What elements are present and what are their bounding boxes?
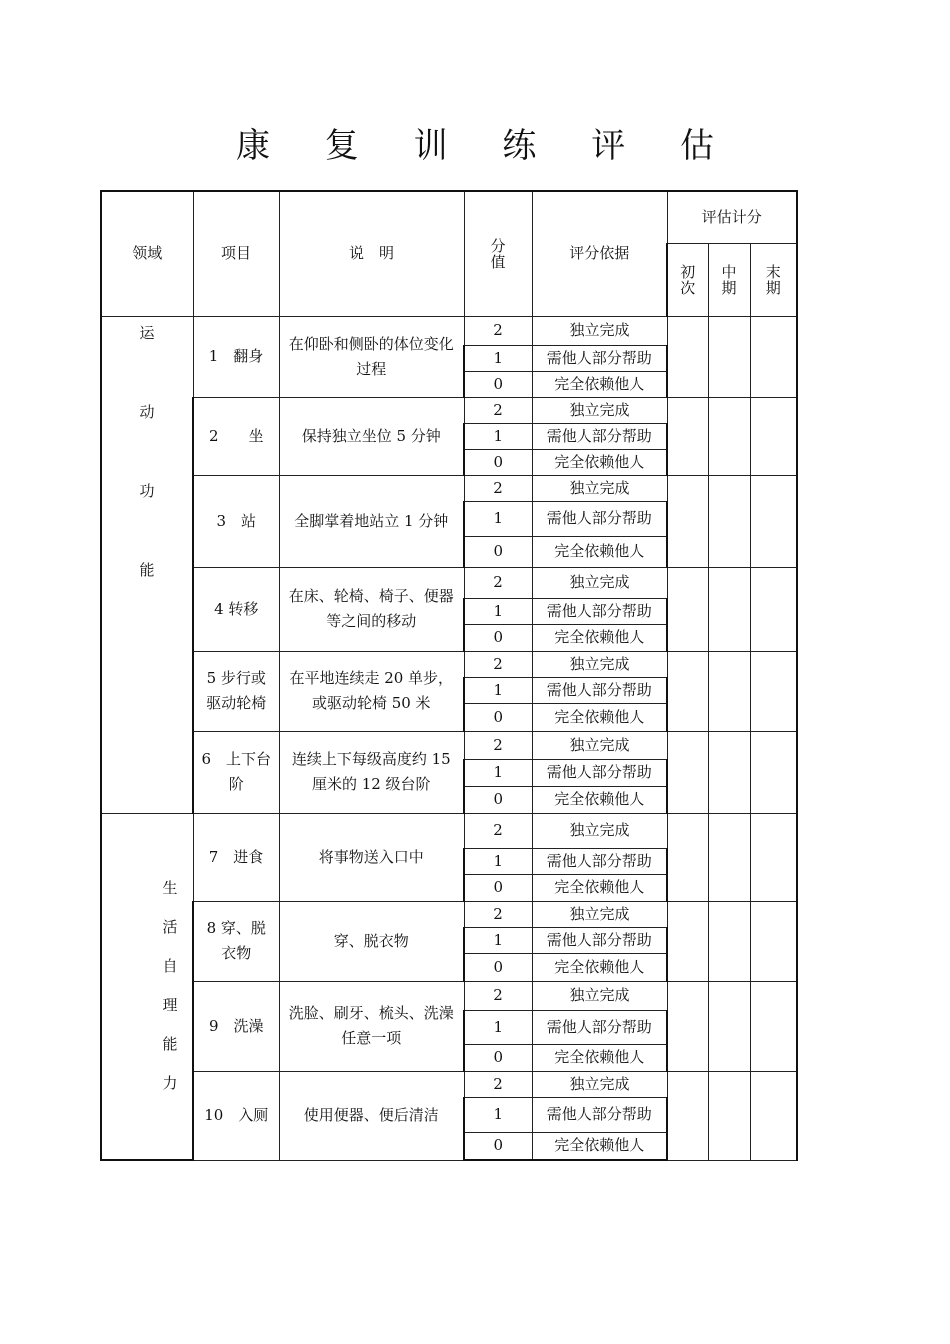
score-middle-cell[interactable]	[708, 316, 750, 397]
score-middle-cell[interactable]	[708, 475, 750, 567]
table-row	[101, 651, 797, 677]
score-value: 2	[464, 397, 532, 423]
criteria-text: 需他人部分帮助	[532, 677, 667, 703]
domain-char: 能	[162, 1035, 178, 1054]
score-value: 1	[464, 677, 532, 703]
item-description: 洗脸、刷牙、梳头、洗澡任意一项	[279, 981, 464, 1071]
header-final: 末 期	[750, 243, 797, 316]
table-row	[101, 1071, 797, 1097]
criteria-text: 需他人部分帮助	[532, 1097, 667, 1132]
item-description: 保持独立坐位 5 分钟	[279, 397, 464, 475]
criteria-text: 完全依赖他人	[532, 536, 667, 567]
score-initial-cell[interactable]	[667, 1071, 708, 1160]
score-value: 2	[464, 567, 532, 598]
criteria-text: 需他人部分帮助	[532, 927, 667, 953]
item-name: 1 翻身	[193, 316, 279, 397]
score-final-cell[interactable]	[750, 731, 797, 813]
score-initial-cell[interactable]	[667, 901, 708, 981]
score-value: 2	[464, 901, 532, 927]
domain-char: 力	[162, 1074, 178, 1093]
criteria-text: 需他人部分帮助	[532, 501, 667, 536]
score-final-cell[interactable]	[750, 397, 797, 475]
criteria-text: 需他人部分帮助	[532, 345, 667, 371]
criteria-text: 需他人部分帮助	[532, 1010, 667, 1044]
criteria-text: 完全依赖他人	[532, 449, 667, 475]
criteria-text: 需他人部分帮助	[532, 759, 667, 786]
score-value: 0	[464, 1132, 532, 1160]
table-row	[101, 316, 797, 345]
item-description: 在床、轮椅、椅子、便器等之间的移动	[279, 567, 464, 651]
criteria-text: 完全依赖他人	[532, 786, 667, 813]
score-initial-cell[interactable]	[667, 651, 708, 731]
criteria-text: 完全依赖他人	[532, 624, 667, 651]
table-row	[101, 397, 797, 423]
criteria-text: 独立完成	[532, 1071, 667, 1097]
score-value: 1	[464, 501, 532, 536]
item-name: 5 步行或驱动轮椅	[193, 651, 279, 731]
score-value: 0	[464, 953, 532, 981]
score-initial-cell[interactable]	[667, 981, 708, 1071]
domain-char: 自	[162, 957, 178, 976]
item-description: 在仰卧和侧卧的体位变化过程	[279, 316, 464, 397]
score-value: 2	[464, 475, 532, 501]
score-middle-cell[interactable]	[708, 567, 750, 651]
score-value: 0	[464, 624, 532, 651]
score-value: 1	[464, 848, 532, 874]
page-title: 康 复 训 练 评 估	[235, 126, 737, 166]
score-value: 0	[464, 874, 532, 901]
score-initial-cell[interactable]	[667, 567, 708, 651]
score-final-cell[interactable]	[750, 901, 797, 981]
score-value: 0	[464, 449, 532, 475]
criteria-text: 独立完成	[532, 397, 667, 423]
score-value: 1	[464, 1097, 532, 1132]
score-initial-cell[interactable]	[667, 813, 708, 901]
domain-cell-1	[101, 316, 193, 813]
item-description: 穿、脱衣物	[279, 901, 464, 981]
criteria-text: 完全依赖他人	[532, 371, 667, 397]
criteria-text: 独立完成	[532, 651, 667, 677]
assessment-table	[100, 190, 798, 1161]
criteria-text: 需他人部分帮助	[532, 848, 667, 874]
score-initial-cell[interactable]	[667, 731, 708, 813]
score-value: 1	[464, 759, 532, 786]
domain-char: 动	[139, 402, 155, 421]
criteria-text: 完全依赖他人	[532, 703, 667, 731]
header-assessment: 评估计分	[667, 191, 797, 243]
domain-cell-2	[101, 813, 193, 1160]
item-name: 9 洗澡	[193, 981, 279, 1071]
score-initial-cell[interactable]	[667, 316, 708, 397]
criteria-text: 独立完成	[532, 567, 667, 598]
score-value: 1	[464, 345, 532, 371]
score-middle-cell[interactable]	[708, 397, 750, 475]
score-final-cell[interactable]	[750, 651, 797, 731]
score-middle-cell[interactable]	[708, 651, 750, 731]
header-criteria: 评分依据	[532, 191, 667, 316]
score-final-cell[interactable]	[750, 1071, 797, 1160]
header-domain: 领域	[101, 191, 193, 316]
score-value: 2	[464, 1071, 532, 1097]
table-row	[101, 475, 797, 501]
header-item: 项目	[193, 191, 279, 316]
domain-char: 生	[162, 879, 178, 898]
criteria-text: 完全依赖他人	[532, 953, 667, 981]
domain-char: 功	[139, 481, 155, 500]
score-value: 2	[464, 813, 532, 848]
item-description: 将事物送入口中	[279, 813, 464, 901]
domain-char: 理	[162, 996, 178, 1015]
item-name: 10 入厕	[193, 1071, 279, 1160]
item-name: 3 站	[193, 475, 279, 567]
criteria-text: 需他人部分帮助	[532, 598, 667, 624]
criteria-text: 独立完成	[532, 316, 667, 345]
item-name: 4 转移	[193, 567, 279, 651]
table-row	[101, 567, 797, 598]
criteria-text: 完全依赖他人	[532, 1132, 667, 1160]
criteria-text: 需他人部分帮助	[532, 423, 667, 449]
criteria-text: 独立完成	[532, 981, 667, 1010]
table-row	[101, 901, 797, 927]
table-row	[101, 731, 797, 759]
score-final-cell[interactable]	[750, 475, 797, 567]
criteria-text: 独立完成	[532, 475, 667, 501]
header-middle: 中 期	[708, 243, 750, 316]
score-value: 2	[464, 651, 532, 677]
item-name: 6 上下台阶	[193, 731, 279, 813]
score-final-cell[interactable]	[750, 813, 797, 901]
header-description: 说 明	[279, 191, 464, 316]
domain-char: 能	[139, 560, 155, 579]
criteria-text: 独立完成	[532, 731, 667, 759]
criteria-text: 完全依赖他人	[532, 874, 667, 901]
item-name: 7 进食	[193, 813, 279, 901]
score-initial-cell[interactable]	[667, 397, 708, 475]
criteria-text: 完全依赖他人	[532, 1044, 667, 1071]
score-value: 1	[464, 1010, 532, 1044]
score-middle-cell[interactable]	[708, 813, 750, 901]
table-row	[101, 813, 797, 848]
header-initial: 初 次	[667, 243, 708, 316]
score-value: 1	[464, 598, 532, 624]
criteria-text: 独立完成	[532, 901, 667, 927]
score-final-cell[interactable]	[750, 316, 797, 397]
score-value: 2	[464, 731, 532, 759]
score-middle-cell[interactable]	[708, 901, 750, 981]
header-score: 分 值	[464, 191, 532, 316]
score-value: 0	[464, 786, 532, 813]
score-middle-cell[interactable]	[708, 981, 750, 1071]
score-value: 0	[464, 371, 532, 397]
score-initial-cell[interactable]	[667, 475, 708, 567]
score-value: 0	[464, 703, 532, 731]
score-value: 2	[464, 316, 532, 345]
score-final-cell[interactable]	[750, 567, 797, 651]
item-description: 使用便器、便后清洁	[279, 1071, 464, 1160]
score-final-cell[interactable]	[750, 981, 797, 1071]
score-middle-cell[interactable]	[708, 731, 750, 813]
domain-char: 运	[139, 323, 155, 342]
score-value: 0	[464, 536, 532, 567]
item-description: 在平地连续走 20 单步，或驱动轮椅 50 米	[279, 651, 464, 731]
item-description: 全脚掌着地站立 1 分钟	[279, 475, 464, 567]
table-row	[101, 981, 797, 1010]
item-name: 2 坐	[193, 397, 279, 475]
score-value: 1	[464, 927, 532, 953]
score-value: 0	[464, 1044, 532, 1071]
domain-char: 活	[162, 918, 178, 937]
score-value: 1	[464, 423, 532, 449]
item-name: 8 穿、脱衣物	[193, 901, 279, 981]
criteria-text: 独立完成	[532, 813, 667, 848]
item-description: 连续上下每级高度约 15 厘米的 12 级台阶	[279, 731, 464, 813]
score-value: 2	[464, 981, 532, 1010]
score-middle-cell[interactable]	[708, 1071, 750, 1160]
